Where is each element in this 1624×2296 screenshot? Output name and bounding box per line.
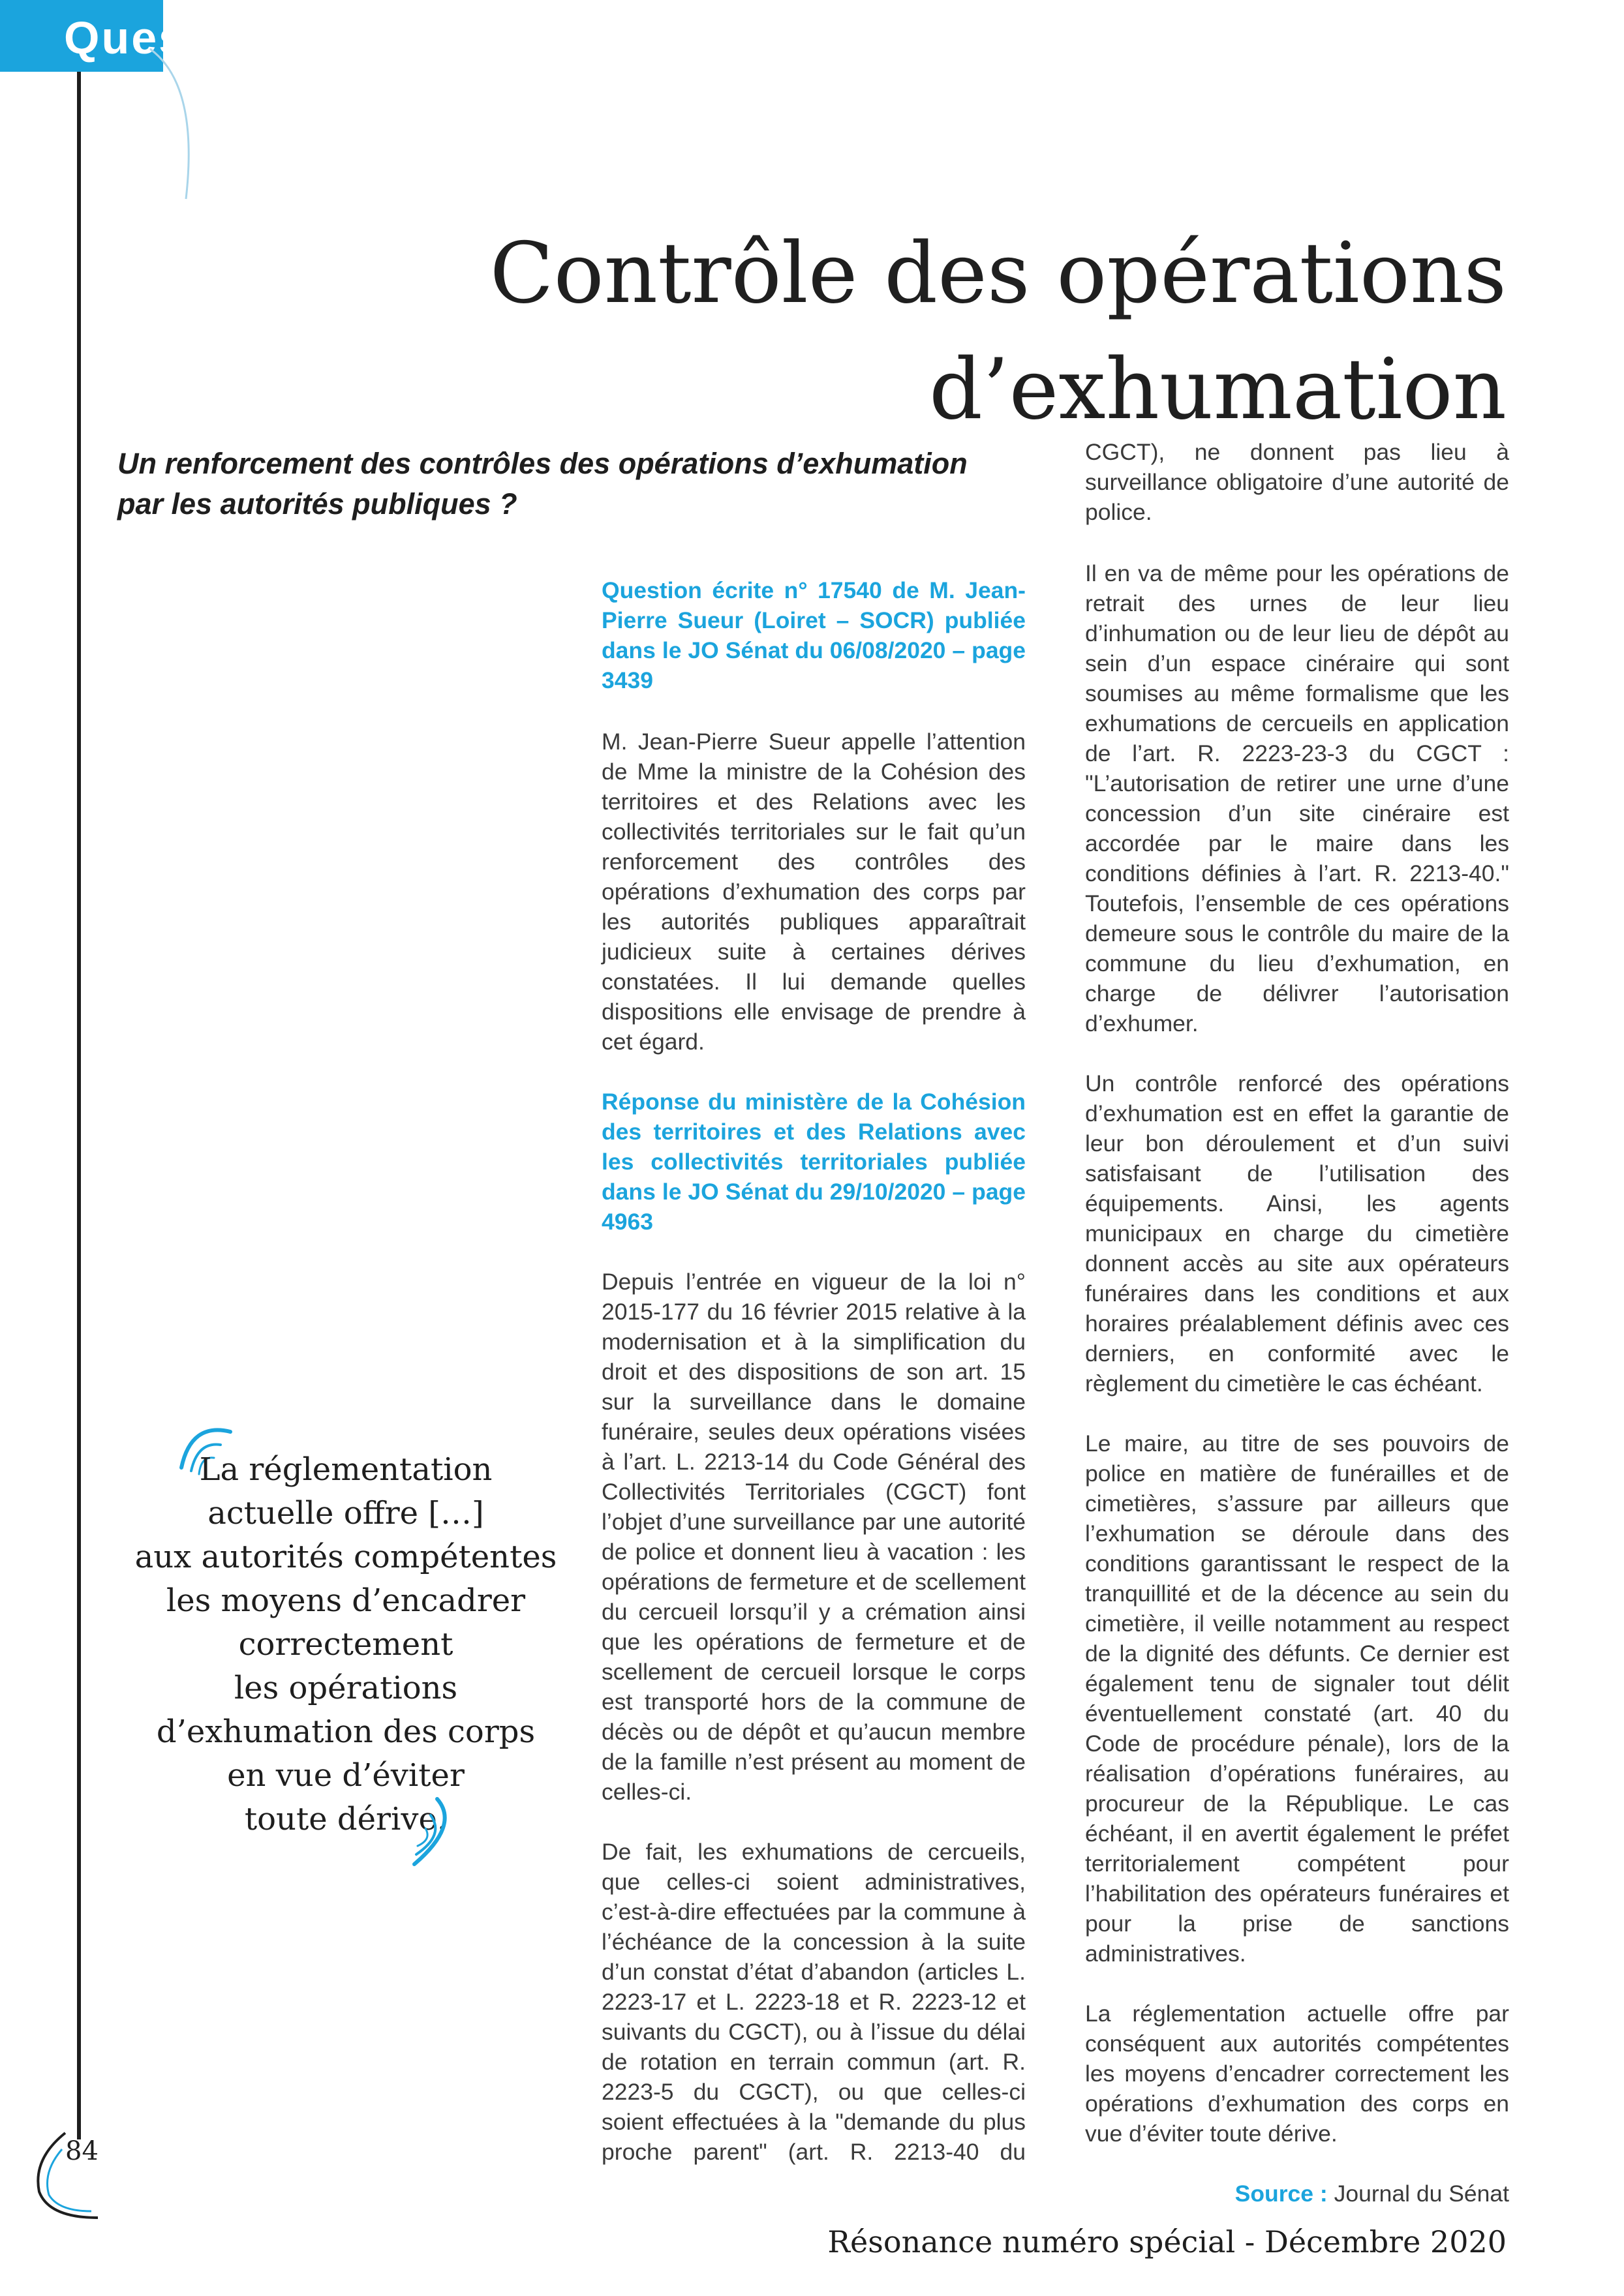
section-label: Questions-réponses) (64, 12, 559, 63)
header-swirl-icon (147, 46, 206, 202)
answer-paragraph-5: Le maire, au titre de ses pouvoirs de police en matière de funérailles et de cimetières, s’assure par ailleurs que l’exhumation se déroule dans des conditions garantissant le respect de la tranquillité et de la décence au sein du cimetière, il veille notamment au respect de la dignité des défunts. Ce dernier est également tenu de signaler tout délit éventuellement constaté (art. 40 du Code de procédure pénale), lors de la réalisation d’opérations funéraires, au procureur de la République. Le cas échéant, il en avertit également le préfet territorialement compétent pour l’habilitation des opérateurs funéraires et pour la prise de sanctions administratives. (1085, 1430, 1509, 1967)
article-title (463, 216, 1507, 448)
pull-quote-line: les opérations (234, 1670, 458, 1706)
quote-close-icon (405, 1792, 470, 1871)
source-label: Source : (1234, 2181, 1328, 2207)
answer-paragraph-6: La réglementation actuelle offre par conséquent aux autorités compétentes les moyens d’encadrer correctement les opérations d’exhumation des corps en vue d’éviter toute dérive. (1085, 2001, 1509, 2147)
question-heading: Question écrite n° 17540 de M. Jean-Pierre Sueur (Loiret – SOCR) publiée dans le JO Sénat du 06/08/2020 – page 3439 (602, 577, 1026, 693)
answer-paragraph-1: Depuis l’entrée en vigueur de la loi n° 2015-177 du 16 février 2015 relative à la modernisation et à la simplification du droit et des dispositions de son art. 15 sur la surveillance dans le domaine funéraire, seules deux opérations visées à l’art. L. 2213-14 du Code Général des Collectivités Territoriales (CGCT) font l’objet d’une surveillance par une autorité de police et donnent lieu à vacation : les opérations de fermeture et de scellement du cercueil lorsqu’il y a crémation ainsi que les opérations de fermeture et de scellement de cercueil lorsque le corps est transporté hors de la commune de décès ou de dépôt et qu’aucun membre de la famille n’est présent au moment de celles-ci. (602, 1269, 1026, 1805)
pull-quote-line: toute dérive. (244, 1801, 448, 1837)
margin-rule (77, 72, 81, 2139)
answer-paragraph-4: Un contrôle renforcé des opérations d’exhumation est en effet la garantie de leur bon déroulement et d’un suivi satisfaisant de l’utilisation des équipements. Ainsi, les agents municipaux en charge du cimetière donnent accès au site aux opérateurs funéraires dans les conditions et aux horaires préalablement définis avec ces derniers, en conformité avec le règlement du cimetière le cas échéant. (1085, 1070, 1509, 1397)
pull-quote-line: d’exhumation des corps (156, 1714, 536, 1750)
answer-paragraph-2-overflow: CGCT), ne donnent pas lieu à surveillance obligatoire d’une autorité de police. (1085, 439, 1509, 525)
answer-paragraph-3: Il en va de même pour les opérations de retrait des urnes de leur lieu d’inhumation ou de leur lieu de dépôt au sein d’un espace cinéraire qui sont soumises au même formalisme que les exhumations de cercueils en application de l’art. R. 2223-23-3 du CGCT : "L’autorisation de retirer une urne d’une concession d’un site cinéraire est accordée par le maire dans les conditions définies à l’art. R. 2213-40." Toutefois, l’ensemble de ces opérations demeure sous le contrôle du maire de la commune du lieu d’exhumation, en charge de délivrer l’autorisation d’exhumer. (1085, 560, 1509, 1036)
pull-quote (114, 1448, 577, 1841)
article-title-line1: Contrôle des opérations (489, 224, 1507, 322)
article-title-line2: d’exhumation (929, 340, 1507, 438)
pull-quote-line: les moyens d’encadrer (166, 1582, 526, 1619)
pull-quote-line: en vue d’éviter (227, 1757, 465, 1794)
pull-quote-line: correctement (238, 1626, 453, 1663)
column-middle (602, 575, 1026, 2167)
question-text: M. Jean-Pierre Sueur appelle l’attention de Mme la ministre de la Cohésion des territoires et des Relations avec les collectivités territoriales sur le fait qu’un renforcement des contrôles des opérations d’exhumation des corps par les autorités publiques apparaîtrait judicieux suite à certaines dérives constatées. Il lui demande quelles dispositions elle envisage de prendre à cet égard. (602, 729, 1026, 1055)
page-swirl-icon (26, 2120, 111, 2224)
pull-quote-line: La réglementation (199, 1451, 493, 1488)
page-number: 84 (65, 2136, 99, 2166)
answer-heading: Réponse du ministère de la Cohésion des territoires et des Relations avec les collectivités territoriales publiée dans le JO Sénat du 29/10/2020 – page 4963 (602, 1089, 1026, 1235)
pull-quote-line: aux autorités compétentes (134, 1539, 557, 1575)
column-right (1085, 437, 1509, 2209)
answer-paragraph-2-continued (1085, 437, 1509, 527)
publication-footer: Résonance numéro spécial - Décembre 2020 (827, 2224, 1507, 2259)
lead-question: Un renforcement des contrôles des opérations d’exhumation par les autorités publiques ? (117, 447, 968, 521)
source-value: Journal du Sénat (1334, 2181, 1509, 2207)
pull-quote-line: actuelle offre […] (207, 1495, 484, 1532)
source-line (1085, 2179, 1509, 2209)
answer-paragraph-2: De fait, les exhumations de cercueils, que celles-ci soient administratives, c’est-à-dire effectuées par la commune à l’échéance de la concession à la suite d’un constat d’état d’abandon (articles L. 2223-17 et L. 2223-18 et R. 2223-12 et suivants du CGCT), ou à l’issue du délai de rotation en terrain commun (art. R. 2223-5 du CGCT), ou que celles-ci soient effectuées à la "demande du plus proche parent" (art. R. 2213-40 du (602, 1839, 1026, 2165)
